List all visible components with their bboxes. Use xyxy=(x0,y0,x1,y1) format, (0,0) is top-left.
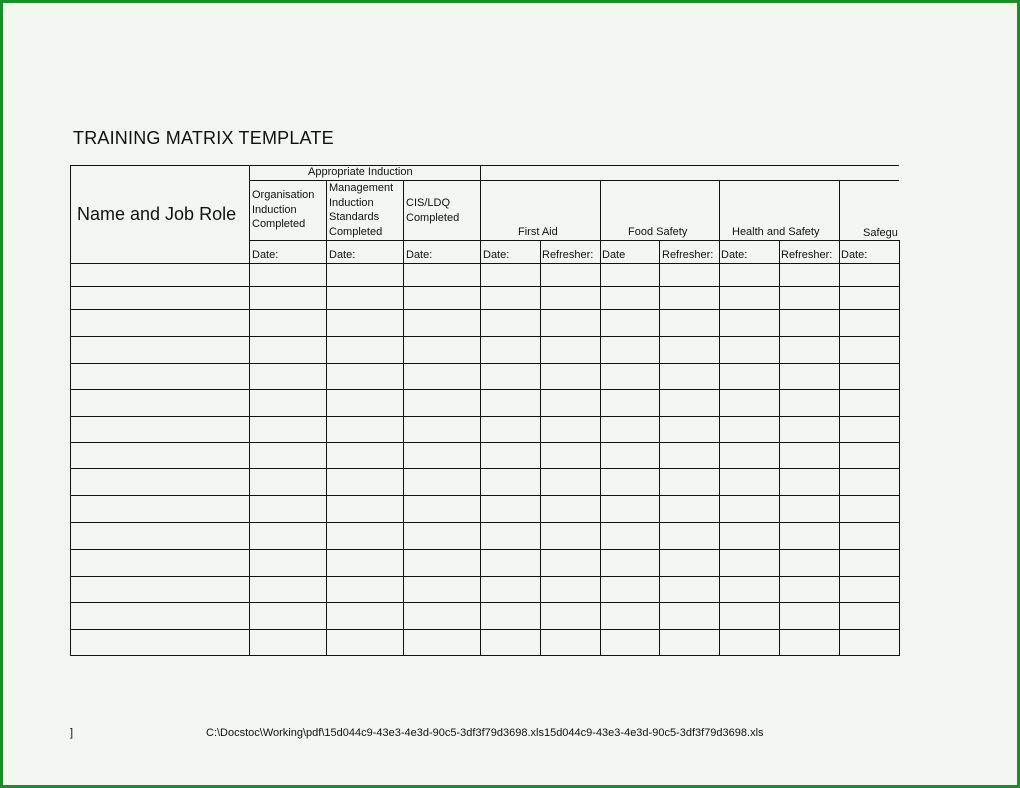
column-rule xyxy=(249,165,250,656)
food-safety-header: Food Safety xyxy=(628,226,688,238)
training-group-rule xyxy=(480,180,899,181)
row-rule xyxy=(70,549,899,550)
document-title: TRAINING MATRIX TEMPLATE xyxy=(73,128,334,148)
sub-header-10: Date: xyxy=(841,249,868,261)
column-rule xyxy=(480,165,481,656)
sub-header-4: Date: xyxy=(483,249,510,261)
row-rule xyxy=(70,602,899,603)
row-rule xyxy=(70,655,899,656)
organisation-induction-header-line-1: Organisation xyxy=(252,189,315,201)
health-and-safety-header: Health and Safety xyxy=(732,226,820,238)
row-rule xyxy=(70,495,899,496)
column-rule xyxy=(659,240,660,656)
footer-file-path: C:\Docstoc\Working\pdf\15d044c9-43e3-4e3d-90c5-3df3f79d3698.xls15d044c9-43e3-4e3d-90c5-3df3f79d3698.xls xyxy=(206,727,764,739)
induction-group-header: Appropriate Induction xyxy=(308,166,413,178)
row-rule xyxy=(70,309,899,310)
header-bottom-rule xyxy=(249,240,899,241)
organisation-induction-header-line-3: Completed xyxy=(252,218,306,230)
safeguarding-header-clip xyxy=(839,226,899,240)
column-rule xyxy=(326,180,327,656)
column-rule xyxy=(600,180,601,656)
row-rule xyxy=(70,286,899,287)
table-left-border xyxy=(70,165,71,656)
row-rule xyxy=(70,416,899,417)
cis-ldq-header-line-2: Completed xyxy=(406,211,460,224)
column-rule xyxy=(839,180,840,656)
row-rule xyxy=(70,442,899,443)
column-rule xyxy=(540,240,541,656)
sub-header-3: Date: xyxy=(406,249,433,261)
row-rule xyxy=(70,389,899,390)
row-rule xyxy=(70,263,899,264)
column-rule xyxy=(719,180,720,656)
row-rule xyxy=(70,522,899,523)
management-induction-header-line-1: Management xyxy=(329,182,394,194)
name-and-job-role-header: Name and Job Role xyxy=(77,204,237,224)
row-rule xyxy=(70,363,899,364)
sub-header-7: Refresher: xyxy=(662,249,714,261)
cis-ldq-header-line-1: CIS/LDQ xyxy=(406,197,451,209)
sub-header-8: Date: xyxy=(721,249,748,261)
management-induction-header-line-3: Standards xyxy=(329,211,380,223)
sub-header-2: Date: xyxy=(329,249,356,261)
sub-header-1: Date: xyxy=(252,249,279,261)
row-rule xyxy=(70,576,899,577)
sub-header-6: Date xyxy=(602,249,626,261)
column-rule xyxy=(779,240,780,656)
first-aid-header: First Aid xyxy=(518,226,558,238)
management-induction-header-line-4: Completed xyxy=(329,225,383,238)
table-top-border xyxy=(70,165,899,166)
sub-header-5: Refresher: xyxy=(542,249,594,261)
safeguarding-header: Safegu xyxy=(863,227,898,239)
row-rule xyxy=(70,629,899,630)
column-rule xyxy=(899,240,900,656)
footer-bracket: ] xyxy=(70,727,74,739)
row-rule xyxy=(70,336,899,337)
sub-header-9: Refresher: xyxy=(781,249,833,261)
management-induction-header-line-2: Induction xyxy=(329,196,374,209)
row-rule xyxy=(70,468,899,469)
organisation-induction-header-line-2: Induction xyxy=(252,203,297,216)
column-rule xyxy=(403,180,404,656)
